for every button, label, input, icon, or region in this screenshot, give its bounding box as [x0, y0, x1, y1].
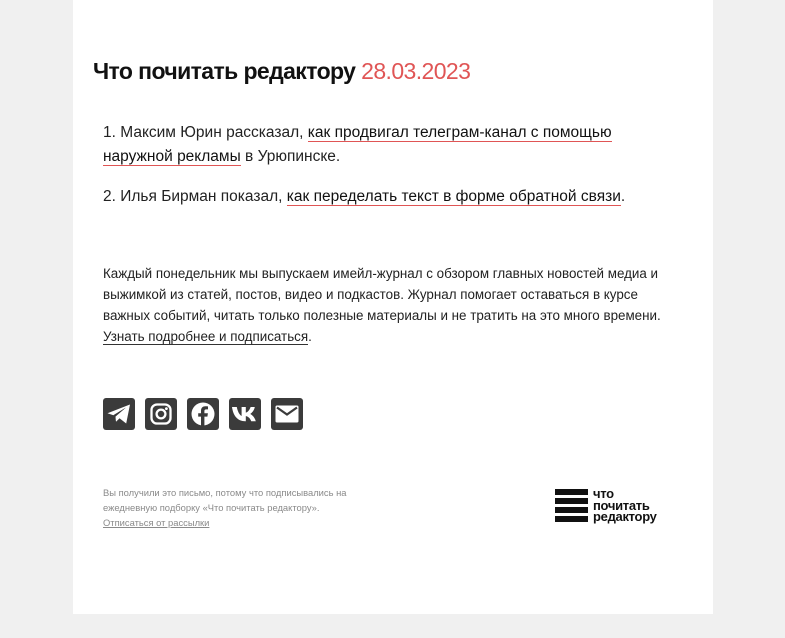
item-prefix: 1. Максим Юрин рассказал, [103, 124, 308, 141]
logo-line: почитать [593, 497, 650, 513]
issue-date: 28.03.2023 [361, 58, 471, 84]
about-suffix: . [308, 329, 312, 344]
logo-bars-icon [555, 488, 588, 523]
telegram-icon[interactable] [103, 398, 135, 430]
about-paragraph [103, 263, 685, 347]
subscribe-link[interactable]: Узнать подробнее и подписаться [103, 329, 309, 344]
footer-note [103, 485, 393, 530]
title-text: Что почитать редактору [93, 58, 356, 84]
instagram-icon[interactable] [145, 398, 177, 430]
item-prefix: 2. Илья Бирман показал, [103, 188, 287, 205]
about-text: Каждый понедельник мы выпускаем имейл-журнал с обзором главных новостей медиа и выжимкой из статей, постов, видео и подкастов. Журнал помогает оставаться в курсе важных событий, читать только полезные материалы и не тратить на это много времени. [103, 266, 661, 323]
article-link[interactable]: как продвигал телеграм-канал с помощью наружной рекламы [103, 124, 612, 165]
vk-icon[interactable] [229, 398, 261, 430]
logo [555, 488, 657, 523]
logo-line: редактору [593, 509, 657, 525]
list-item [103, 185, 683, 209]
article-list [103, 121, 683, 225]
logo-line: что [593, 486, 614, 502]
email-card [73, 0, 713, 614]
article-link[interactable]: как переделать текст в форме обратной связи [286, 188, 621, 205]
page-title [93, 58, 470, 85]
list-item [103, 121, 683, 169]
social-links [103, 398, 303, 430]
logo-text [593, 488, 657, 523]
facebook-icon[interactable] [187, 398, 219, 430]
item-suffix: в Урюпинске. [240, 148, 341, 165]
item-suffix: . [620, 188, 626, 205]
footer-text: Вы получили это письмо, потому что подписывались на ежедневную подборку «Что почитать редактору». [103, 487, 347, 513]
mail-icon[interactable] [271, 398, 303, 430]
unsubscribe-link[interactable]: Отписаться от рассылки [103, 517, 210, 528]
